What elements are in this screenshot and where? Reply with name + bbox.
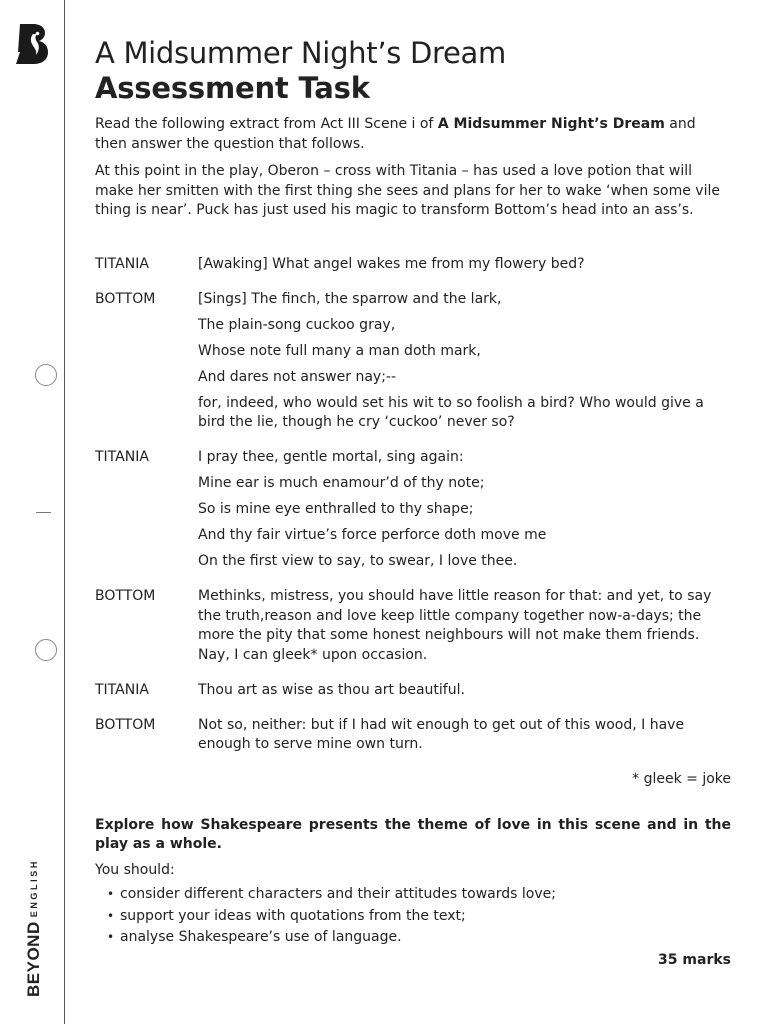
intro-text-start: Read the following extract from Act III Scene i of [95, 116, 438, 132]
speech [95, 681, 731, 707]
speech-line: And thy fair virtue’s force perforce doth move me [198, 527, 547, 543]
brand-word-english: ENGLISH [29, 859, 39, 918]
footnote: * gleek = joke [632, 771, 731, 787]
speech-line: Whose note full many a man doth mark, [198, 342, 481, 359]
instruction-text: support your ideas with quotations from the text; [120, 907, 466, 924]
margin-rule [64, 0, 65, 1024]
speech-lines [198, 255, 731, 281]
speech [95, 716, 731, 762]
marks-total: 35 marks [658, 951, 731, 968]
speech-line: On the first view to say, to swear, I love thee. [198, 553, 518, 569]
speech [95, 255, 731, 281]
punch-hole [35, 364, 57, 386]
intro-play-title: A Midsummer Night’s Dream [437, 116, 665, 132]
speech-lines [198, 681, 731, 707]
speech-line: [Awaking] What angel wakes me from my flowery bed? [198, 255, 585, 272]
speech-line: for, indeed, who would set his wit to so foolish a bird? Who would give a bird the lie, though he cry ‘cuckoo’ never so? [198, 394, 704, 430]
speaker-name: BOTTOM [95, 716, 156, 733]
speech-line: I pray thee, gentle mortal, sing again: [198, 449, 464, 465]
speech [95, 587, 731, 672]
speaker-name: TITANIA [95, 449, 149, 465]
instructions-lead: You should: [95, 861, 175, 878]
speech-line: [Sings] The finch, the sparrow and the lark, [198, 290, 502, 307]
beyond-logo-icon [14, 22, 50, 66]
speech-line: So is mine eye enthralled to thy shape; [198, 501, 474, 517]
speech-line: Mine ear is much enamour’d of thy note; [198, 475, 485, 491]
speech-line: Thou art as wise as thou art beautiful. [198, 681, 465, 698]
speaker-name: BOTTOM [95, 588, 156, 604]
instruction-text: consider different characters and their attitudes towards love; [120, 886, 556, 902]
play-extract [95, 255, 731, 762]
intro-paragraph [95, 115, 731, 154]
speaker-name: BOTTOM [95, 290, 156, 307]
context-paragraph: At this point in the play, Oberon – cross with Titania – has used a love potion that will make her smitten with the first thing she sees and plans for her to wake ‘when some vile thing is near’. Puck has just used his magic to transform Bottom’s head into an ass’s. [95, 163, 720, 218]
brand-wordmark [24, 859, 44, 997]
bullet-glyph: • [107, 930, 115, 944]
brand-word-beyond: BEYOND [24, 921, 43, 997]
bullet-glyph: • [107, 887, 115, 901]
instruction-text: analyse Shakespeare’s use of language. [120, 929, 402, 945]
intro-text-end: and then answer the question that follows. [95, 116, 696, 152]
speech [95, 448, 731, 578]
worksheet-content [95, 36, 731, 970]
play-title: A Midsummer Night’s Dream [95, 36, 506, 70]
question-prompt: Explore how Shakespeare presents the theme of love in this scene and in the play as a whole. [95, 816, 731, 852]
fold-mark [36, 512, 51, 513]
speech-line: Methinks, mistress, you should have little reason for that: and yet, to say the truth,reason and love keep little company together now-a-days; the more the pity that some honest neighbours will not make them friends. Nay, I can gleek* upon occasion. [198, 588, 712, 663]
speech-lines [198, 448, 731, 578]
task-title: Assessment Task [95, 71, 370, 105]
speech-line: Not so, neither: but if I had wit enough to get out of this wood, I have enough to serve mine own turn. [198, 716, 685, 752]
speech-lines [198, 716, 731, 762]
speech [95, 290, 731, 440]
speaker-name: TITANIA [95, 255, 149, 272]
speech-line: The plain-song cuckoo gray, [198, 316, 396, 333]
speech-line: And dares not answer nay;-- [198, 368, 397, 385]
instruction-item [95, 927, 731, 949]
instruction-item [95, 884, 731, 906]
speech-lines [198, 587, 731, 672]
punch-hole [35, 639, 57, 661]
speech-lines [198, 290, 731, 440]
instruction-item [95, 906, 731, 928]
speaker-name: TITANIA [95, 681, 149, 698]
instruction-list [95, 884, 731, 949]
bullet-glyph: • [107, 908, 115, 923]
